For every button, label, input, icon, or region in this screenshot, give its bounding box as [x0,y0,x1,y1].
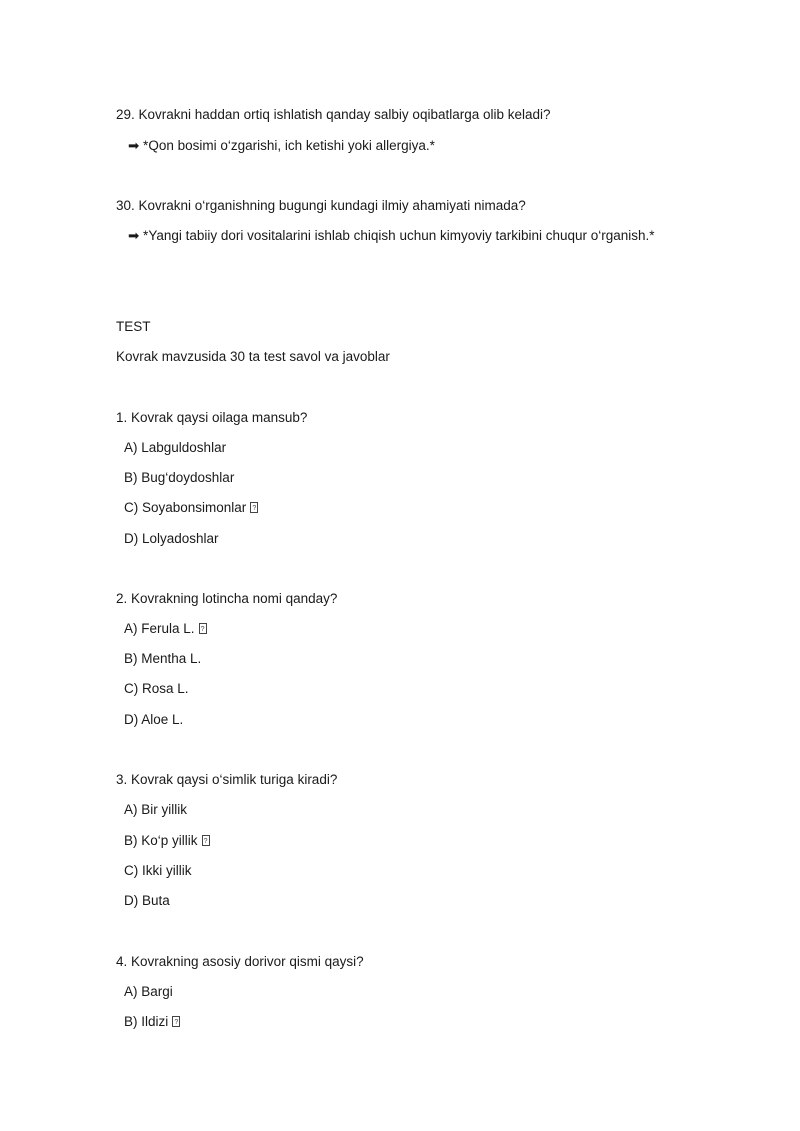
test-heading: TEST [116,319,151,334]
correct-mark-icon [199,623,207,634]
test-2-option-d: D) Aloe L. [124,712,184,727]
test-question-3: 3. Kovrak qaysi o‘simlik turiga kiradi? [116,772,338,787]
test-question-1: 1. Kovrak qaysi oilaga mansub? [116,410,308,425]
test-1-option-d: D) Lolyadoshlar [124,531,219,546]
test-4-option-a: A) Bargi [124,984,173,999]
test-3-option-a: A) Bir yillik [124,802,187,817]
test-question-4: 4. Kovrakning asosiy dorivor qismi qaysi? [116,954,364,969]
question-30: 30. Kovrakni o‘rganishning bugungi kundagi ilmiy ahamiyati nimada? [116,198,526,213]
correct-mark-icon [202,835,210,846]
correct-mark-icon [172,1016,180,1027]
question-29: 29. Kovrakni haddan ortiq ishlatish qanday salbiy oqibatlarga olib keladi? [116,107,551,122]
correct-mark-icon [250,502,258,513]
test-2-option-b: B) Mentha L. [124,651,202,666]
test-2-option-a: A) Ferula L.? [124,620,207,638]
test-3-option-b: B) Ko‘p yillik? [124,832,210,850]
test-1-option-a: A) Labguldoshlar [124,440,227,455]
test-1-option-b: B) Bug‘doydoshlar [124,470,235,485]
test-3-option-c: C) Ikki yillik [124,863,192,878]
answer-30: ➡ *Yangi tabiiy dori vositalarini ishlab chiqish uchun kimyoviy tarkibini chuqur o‘rganish.* [128,228,655,243]
test-2-option-c: C) Rosa L. [124,681,189,696]
answer-29: ➡ *Qon bosimi o‘zgarishi, ich ketishi yoki allergiya.* [128,138,435,153]
test-1-option-c: C) Soyabonsimonlar? [124,499,258,517]
test-question-2: 2. Kovrakning lotincha nomi qanday? [116,591,338,606]
test-3-option-d: D) Buta [124,893,170,908]
test-subtitle: Kovrak mavzusida 30 ta test savol va javoblar [116,349,390,364]
test-4-option-b: B) Ildizi? [124,1013,180,1031]
